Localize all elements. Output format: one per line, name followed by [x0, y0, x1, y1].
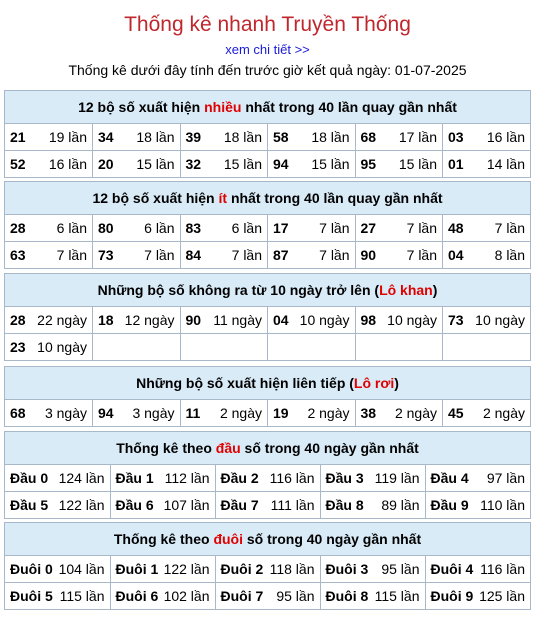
table-cell — [180, 151, 268, 178]
lottery-number: 45 — [448, 405, 464, 421]
panel-title-text: Thống kê theo — [113, 531, 214, 547]
panel-title — [5, 523, 530, 556]
table-cell — [443, 215, 531, 242]
table-cell — [355, 334, 443, 361]
panel-title-text: ) — [394, 375, 399, 391]
lottery-number: 68 — [10, 405, 26, 421]
lottery-number: 73 — [98, 247, 114, 263]
panel-title-highlight: Lô khan — [379, 282, 433, 298]
cell-count: 110 lần — [480, 497, 525, 513]
lottery-number: 01 — [448, 156, 464, 172]
cell-count: 2 ngày — [394, 405, 437, 421]
lottery-number: 03 — [448, 129, 464, 145]
table-cell — [110, 583, 215, 610]
table-cell — [443, 124, 531, 151]
panel-title-text: số trong 40 ngày gần nhất — [240, 440, 419, 456]
cell-count: 124 lần — [58, 470, 105, 486]
cell-count: 122 lần — [58, 497, 105, 513]
cell-count: 19 lần — [48, 129, 87, 145]
lottery-number: 73 — [448, 312, 464, 328]
panel-title — [5, 432, 530, 465]
cell-count: 7 lần — [319, 220, 350, 236]
cell-label: Đuôi 2 — [220, 561, 264, 577]
cell-label: Đầu 0 — [10, 470, 49, 486]
page-subtitle: Thống kê dưới đây tính đến trước giờ kết quả ngày: 01-07-2025 — [68, 62, 467, 78]
cell-count: 112 lần — [164, 470, 210, 486]
table-row — [5, 215, 530, 242]
cell-count: 7 lần — [406, 220, 437, 236]
cell-count: 15 lần — [223, 156, 262, 172]
cell-count: 95 lần — [381, 561, 420, 577]
panel-title-text: Những bộ số xuất hiện liên tiếp ( — [136, 375, 354, 391]
cell-label: Đuôi 0 — [10, 561, 53, 577]
cell-count: 107 lần — [163, 497, 210, 513]
most-frequent-panel — [4, 90, 531, 178]
cell-count: 10 ngày — [299, 312, 350, 328]
lottery-number: 48 — [448, 220, 464, 236]
table-cell — [5, 492, 110, 519]
lottery-number: 84 — [185, 247, 202, 263]
table-cell — [268, 124, 356, 151]
cell-count: 2 ngày — [307, 405, 350, 421]
panel-title-text: Những bộ số không ra từ 10 ngày trở lên ( — [97, 282, 380, 298]
table-cell — [320, 556, 425, 583]
panel-title-highlight: đầu — [215, 440, 241, 456]
cell-count: 15 lần — [311, 156, 350, 172]
panel-title-text: nhất trong 40 lần quay gần nhất — [227, 190, 443, 206]
table-cell — [320, 492, 425, 519]
table-row — [5, 400, 530, 426]
lottery-number: 23 — [10, 339, 26, 355]
panel-title-text: 12 bộ số xuất hiện — [92, 190, 219, 206]
cell-count: 7 lần — [56, 247, 87, 263]
lottery-number: 83 — [185, 220, 202, 236]
cell-count: 116 lần — [269, 470, 315, 486]
lottery-number: 17 — [273, 220, 289, 236]
cell-label: Đuôi 7 — [220, 588, 264, 604]
lottery-number: 04 — [448, 247, 464, 263]
cell-label: Đầu 6 — [115, 497, 154, 513]
table-cell — [5, 151, 93, 178]
cell-count: 16 lần — [486, 129, 525, 145]
cell-count: 7 lần — [144, 247, 175, 263]
table-row — [5, 556, 530, 583]
table-cell — [425, 492, 530, 519]
table-cell — [180, 307, 268, 334]
cell-count: 119 lần — [374, 470, 420, 486]
cell-count: 7 lần — [494, 220, 525, 236]
cell-label: Đầu 5 — [10, 497, 49, 513]
cell-label: Đuôi 9 — [430, 588, 474, 604]
table-cell — [268, 400, 356, 426]
lo-khan-panel — [4, 273, 531, 361]
duoi-stats-panel — [4, 522, 531, 610]
lottery-number: 32 — [185, 156, 202, 172]
table-cell — [355, 215, 443, 242]
cell-count: 89 lần — [381, 497, 420, 513]
cell-count: 122 lần — [163, 561, 210, 577]
cell-count: 15 lần — [136, 156, 175, 172]
page-header — [0, 12, 535, 79]
cell-count: 6 lần — [56, 220, 87, 236]
table-cell — [355, 124, 443, 151]
cell-label: Đuôi 4 — [430, 561, 474, 577]
cell-count: 116 lần — [480, 561, 525, 577]
cell-count: 7 lần — [406, 247, 437, 263]
table-row — [5, 151, 530, 178]
panel-title-text: 12 bộ số xuất hiện — [78, 99, 205, 115]
cell-count: 17 lần — [398, 129, 437, 145]
cell-count: 10 ngày — [387, 312, 437, 328]
lottery-number: 20 — [98, 156, 114, 172]
lottery-number: 38 — [360, 405, 377, 421]
table-cell — [93, 242, 181, 269]
table-cell — [355, 242, 443, 269]
lottery-number: 94 — [273, 156, 289, 172]
cell-label: Đuôi 8 — [325, 588, 369, 604]
table-cell — [93, 215, 181, 242]
cell-count: 3 ngày — [132, 405, 175, 421]
table-cell — [5, 307, 93, 334]
table-cell — [425, 556, 530, 583]
stats-table — [5, 124, 530, 177]
lottery-number: 68 — [360, 129, 377, 145]
stats-table — [5, 400, 530, 426]
cell-count: 18 lần — [136, 129, 175, 145]
cell-label: Đầu 9 — [430, 497, 469, 513]
lottery-number: 87 — [273, 247, 289, 263]
table-cell — [268, 151, 356, 178]
table-cell — [215, 583, 320, 610]
lottery-number: 11 — [185, 405, 201, 421]
lottery-number: 28 — [10, 312, 26, 328]
table-cell — [93, 307, 181, 334]
panel-title-text: Thống kê theo — [116, 440, 216, 456]
cell-label: Đầu 2 — [220, 470, 259, 486]
table-cell — [110, 492, 215, 519]
table-cell — [425, 583, 530, 610]
cell-count: 10 ngày — [475, 312, 525, 328]
lottery-number: 27 — [360, 220, 377, 236]
lottery-number: 90 — [360, 247, 377, 263]
cell-label: Đầu 8 — [325, 497, 364, 513]
cell-count: 125 lần — [479, 588, 525, 604]
cell-count: 102 lần — [163, 588, 210, 604]
table-cell — [215, 492, 320, 519]
cell-count: 11 ngày — [213, 312, 262, 328]
table-cell — [443, 400, 531, 426]
table-row — [5, 242, 530, 269]
cell-count: 115 lần — [59, 588, 105, 604]
cell-count: 14 lần — [486, 156, 525, 172]
stats-table — [5, 215, 530, 268]
cell-label: Đuôi 3 — [325, 561, 369, 577]
cell-count: 18 lần — [311, 129, 350, 145]
panel-title — [5, 91, 530, 124]
cell-count: 104 lần — [58, 561, 105, 577]
cell-count: 2 ngày — [219, 405, 262, 421]
cell-count: 6 lần — [144, 220, 175, 236]
cell-count: 12 ngày — [124, 312, 175, 328]
cell-count: 22 ngày — [37, 312, 87, 328]
cell-count: 111 lần — [270, 497, 315, 513]
table-cell — [93, 151, 181, 178]
lottery-number: 58 — [273, 129, 289, 145]
least-frequent-panel — [4, 181, 531, 269]
table-row — [5, 124, 530, 151]
table-cell — [180, 400, 268, 426]
cell-count: 7 lần — [231, 247, 262, 263]
panel-title — [5, 182, 530, 215]
panel-title-text: số trong 40 ngày gần nhất — [242, 531, 422, 547]
table-cell — [215, 465, 320, 492]
table-cell — [443, 307, 531, 334]
panel-title-highlight: đuôi — [213, 531, 243, 547]
lottery-number: 19 — [273, 405, 289, 421]
table-row — [5, 492, 530, 519]
cell-label: Đầu 4 — [430, 470, 469, 486]
table-cell — [320, 583, 425, 610]
lo-roi-panel — [4, 366, 531, 427]
table-cell — [93, 400, 181, 426]
table-cell — [180, 242, 268, 269]
dau-stats-panel — [4, 431, 531, 519]
stats-table — [5, 556, 530, 609]
table-cell — [215, 556, 320, 583]
cell-count: 7 lần — [319, 247, 350, 263]
lottery-number: 94 — [98, 405, 114, 421]
table-cell — [443, 242, 531, 269]
cell-count: 3 ngày — [44, 405, 87, 421]
table-row — [5, 334, 530, 361]
table-cell — [93, 124, 181, 151]
cell-count: 97 lần — [486, 470, 525, 486]
table-cell — [5, 583, 110, 610]
page-title: Thống kê nhanh Truyền Thống — [124, 13, 411, 36]
table-cell — [5, 215, 93, 242]
cell-count: 10 ngày — [37, 339, 87, 355]
lottery-number: 98 — [360, 312, 377, 328]
table-cell — [110, 556, 215, 583]
cell-count: 115 lần — [374, 588, 420, 604]
lottery-number: 28 — [10, 220, 26, 236]
cell-count: 18 lần — [223, 129, 262, 145]
table-row — [5, 583, 530, 610]
panel-title-highlight: nhiều — [204, 99, 242, 115]
cell-label: Đầu 7 — [220, 497, 259, 513]
cell-count: 6 lần — [231, 220, 262, 236]
lottery-number: 80 — [98, 220, 114, 236]
table-cell — [355, 151, 443, 178]
panel-title-highlight: ít — [218, 190, 228, 206]
cell-label: Đuôi 1 — [115, 561, 159, 577]
panel-title-text: ) — [432, 282, 438, 298]
cell-count: 15 lần — [398, 156, 437, 172]
table-cell — [443, 151, 531, 178]
table-cell — [268, 215, 356, 242]
table-cell — [5, 465, 110, 492]
table-cell — [180, 334, 268, 361]
lottery-number: 90 — [185, 312, 202, 328]
lottery-number: 63 — [10, 247, 26, 263]
lottery-number: 18 — [98, 312, 114, 328]
lottery-number: 21 — [10, 129, 26, 145]
cell-label: Đuôi 5 — [10, 588, 53, 604]
lottery-number: 04 — [273, 312, 289, 328]
cell-label: Đầu 1 — [115, 470, 154, 486]
table-cell — [5, 124, 93, 151]
cell-count: 2 ngày — [482, 405, 525, 421]
table-cell — [355, 400, 443, 426]
table-cell — [5, 400, 93, 426]
lottery-number: 39 — [185, 129, 202, 145]
table-cell — [443, 334, 531, 361]
cell-count: 118 lần — [269, 561, 315, 577]
table-cell — [268, 242, 356, 269]
panel-title — [5, 274, 530, 307]
cell-count: 16 lần — [48, 156, 87, 172]
panel-title — [5, 367, 530, 400]
view-details-link[interactable]: xem chi tiết >> — [225, 42, 310, 57]
table-cell — [5, 334, 93, 361]
stats-table — [5, 307, 530, 360]
panel-title-text: nhất trong 40 lần quay gần nhất — [241, 99, 457, 115]
table-cell — [355, 307, 443, 334]
table-cell — [93, 334, 181, 361]
lottery-number: 52 — [10, 156, 26, 172]
table-cell — [180, 124, 268, 151]
table-cell — [180, 215, 268, 242]
table-cell — [110, 465, 215, 492]
stats-table — [5, 465, 530, 518]
table-cell — [425, 465, 530, 492]
table-row — [5, 465, 530, 492]
table-cell — [320, 465, 425, 492]
cell-label: Đầu 3 — [325, 470, 364, 486]
lottery-number: 95 — [360, 156, 377, 172]
panel-title-highlight: Lô rơi — [353, 375, 395, 391]
cell-count: 8 lần — [494, 247, 525, 263]
table-cell — [268, 307, 356, 334]
table-cell — [5, 556, 110, 583]
table-cell — [268, 334, 356, 361]
cell-label: Đuôi 6 — [115, 588, 159, 604]
cell-count: 95 lần — [276, 588, 315, 604]
lottery-number: 34 — [98, 129, 114, 145]
table-row — [5, 307, 530, 334]
table-cell — [5, 242, 93, 269]
